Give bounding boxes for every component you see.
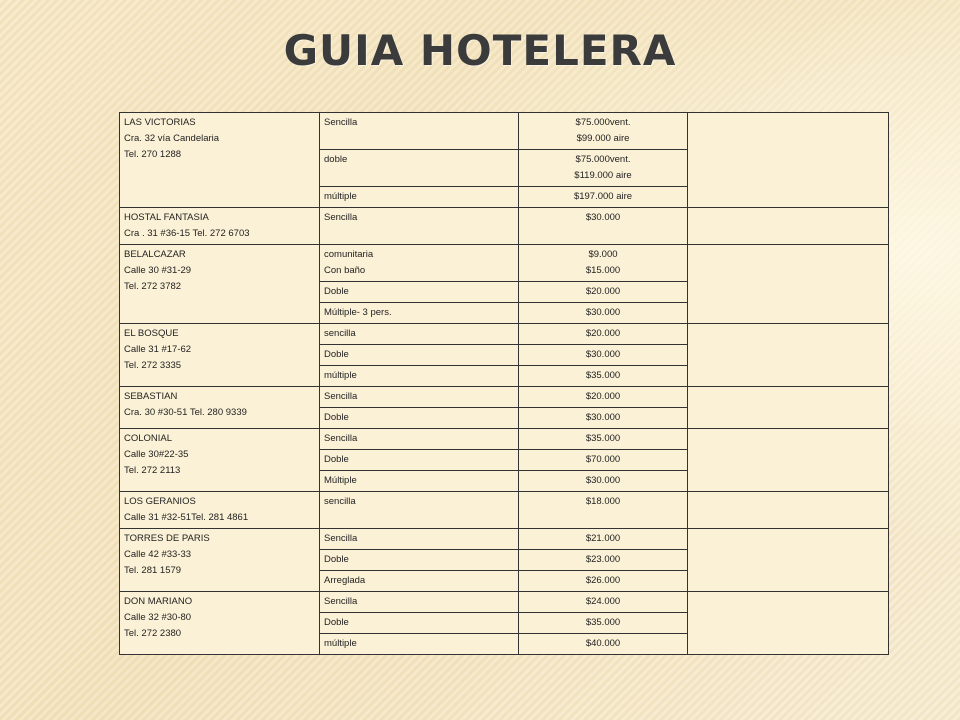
room-type-cell	[320, 113, 519, 150]
room-price-cell	[519, 150, 688, 187]
empty-notes-cell	[688, 429, 889, 492]
room-type: Arreglada	[324, 575, 366, 586]
room-price: $20.000	[585, 391, 621, 402]
room-price: $9.000	[588, 249, 618, 260]
room-type: Con baño	[324, 265, 366, 276]
room-price-cell	[519, 366, 688, 387]
hotel-address: Calle 30#22-35	[124, 449, 189, 460]
room-price: $40.000	[585, 638, 621, 649]
room-type: Doble	[324, 617, 349, 628]
empty-notes-cell	[688, 592, 889, 655]
empty-notes-cell	[688, 492, 889, 529]
room-price-cell	[519, 634, 688, 655]
room-type-cell	[320, 429, 519, 450]
hotel-info-cell	[120, 113, 320, 208]
hotel-phone: Tel. 272 2380	[124, 628, 182, 639]
table-row	[120, 324, 889, 345]
room-type: Doble	[324, 286, 349, 297]
room-price-cell	[519, 303, 688, 324]
room-price: $197.000 aire	[573, 191, 633, 202]
room-price: $70.000	[585, 454, 621, 465]
room-price: $35.000	[585, 370, 621, 381]
room-type-cell	[320, 592, 519, 613]
room-type: Doble	[324, 412, 349, 423]
empty-notes-cell	[688, 529, 889, 592]
room-price: $30.000	[585, 412, 621, 423]
room-type-cell	[320, 245, 519, 282]
room-type: Sencilla	[324, 433, 358, 444]
room-price-cell	[519, 450, 688, 471]
room-price-cell	[519, 113, 688, 150]
hotel-name: HOSTAL FANTASIA	[124, 212, 209, 223]
room-type: Sencilla	[324, 391, 358, 402]
hotel-table-body	[120, 113, 889, 655]
hotel-name: DON MARIANO	[124, 596, 193, 607]
table-row	[120, 492, 889, 529]
room-price-cell	[519, 387, 688, 408]
room-type: Doble	[324, 349, 349, 360]
room-type: Sencilla	[324, 117, 358, 128]
hotel-address: Calle 31 #17-62	[124, 344, 192, 355]
hotel-address: Calle 31 #32-51Tel. 281 4861	[124, 512, 249, 523]
room-price: $20.000	[585, 286, 621, 297]
room-price-cell	[519, 208, 688, 245]
hotel-name: SEBASTIAN	[124, 391, 178, 402]
hotel-info-cell	[120, 592, 320, 655]
room-type-cell	[320, 634, 519, 655]
room-price-cell	[519, 550, 688, 571]
hotel-address: Calle 30 #31-29	[124, 265, 192, 276]
room-type: múltiple	[324, 370, 357, 381]
page-title: GUIA HOTELERA	[283, 26, 677, 75]
room-type-cell	[320, 324, 519, 345]
room-type: múltiple	[324, 191, 357, 202]
room-price: $35.000	[585, 617, 621, 628]
empty-notes-cell	[688, 113, 889, 208]
hotel-phone: Tel. 270 1288	[124, 149, 182, 160]
room-price: $30.000	[585, 475, 621, 486]
hotel-name: EL BOSQUE	[124, 328, 179, 339]
room-price: $30.000	[585, 307, 621, 318]
empty-notes-cell	[688, 387, 889, 429]
hotel-info-cell	[120, 529, 320, 592]
room-type-cell	[320, 550, 519, 571]
room-price-cell	[519, 613, 688, 634]
room-price: $119.000 aire	[574, 170, 632, 181]
room-price: $99.000 aire	[576, 133, 630, 144]
room-price-cell	[519, 592, 688, 613]
table-row	[120, 387, 889, 408]
hotel-info-cell	[120, 429, 320, 492]
room-price-cell	[519, 324, 688, 345]
room-type-cell	[320, 303, 519, 324]
room-type: Múltiple- 3 pers.	[324, 307, 392, 318]
hotel-phone: Tel. 281 1579	[124, 565, 182, 576]
hotel-info-cell	[120, 208, 320, 245]
room-type: Doble	[324, 454, 349, 465]
hotel-name: BELALCAZAR	[124, 249, 186, 260]
room-price: $75.000vent.	[575, 154, 631, 165]
room-price-cell	[519, 187, 688, 208]
table-row	[120, 245, 889, 282]
table-row	[120, 113, 889, 150]
hotel-info-cell	[120, 492, 320, 529]
hotel-address: Calle 42 #33-33	[124, 549, 192, 560]
room-type-cell	[320, 450, 519, 471]
hotel-name: COLONIAL	[124, 433, 173, 444]
room-type: múltiple	[324, 638, 357, 649]
room-price: $21.000	[585, 533, 621, 544]
hotel-info-cell	[120, 324, 320, 387]
room-type-cell	[320, 471, 519, 492]
room-price-cell	[519, 282, 688, 303]
room-price-cell	[519, 492, 688, 529]
table-row	[120, 592, 889, 613]
room-price: $30.000	[585, 349, 621, 360]
room-price: $20.000	[585, 328, 621, 339]
room-price-cell	[519, 429, 688, 450]
room-price: $75.000vent.	[575, 117, 631, 128]
room-type: sencilla	[324, 328, 356, 339]
room-type-cell	[320, 408, 519, 429]
room-type: Sencilla	[324, 212, 358, 223]
room-type-cell	[320, 571, 519, 592]
empty-notes-cell	[688, 208, 889, 245]
empty-notes-cell	[688, 245, 889, 324]
room-type-cell	[320, 492, 519, 529]
hotel-info-cell	[120, 387, 320, 429]
table-row	[120, 529, 889, 550]
hotel-name: TORRES DE PARIS	[124, 533, 210, 544]
room-price: $23.000	[585, 554, 621, 565]
room-price-cell	[519, 245, 688, 282]
table-row	[120, 208, 889, 245]
room-price-cell	[519, 408, 688, 429]
room-price: $26.000	[585, 575, 621, 586]
hotel-phone: Tel. 272 3782	[124, 281, 182, 292]
hotel-info-cell	[120, 245, 320, 324]
room-type-cell	[320, 282, 519, 303]
room-price: $24.000	[585, 596, 621, 607]
hotel-table	[119, 112, 889, 655]
hotel-phone: Tel. 272 2113	[124, 465, 181, 476]
room-type: doble	[324, 154, 348, 165]
room-type: Sencilla	[324, 533, 358, 544]
room-type-cell	[320, 187, 519, 208]
hotel-address: Cra. 30 #30-51 Tel. 280 9339	[124, 407, 247, 418]
hotel-name: LAS VICTORIAS	[124, 117, 196, 128]
room-price: $35.000	[585, 433, 621, 444]
room-type: Doble	[324, 554, 349, 565]
room-type-cell	[320, 613, 519, 634]
room-type: Sencilla	[324, 596, 358, 607]
room-type: Múltiple	[324, 475, 357, 486]
room-type-cell	[320, 366, 519, 387]
room-price: $15.000	[585, 265, 621, 276]
hotel-name: LOS GERANIOS	[124, 496, 196, 507]
room-type-cell	[320, 150, 519, 187]
room-price-cell	[519, 345, 688, 366]
room-type: comunitaria	[324, 249, 374, 260]
room-type-cell	[320, 387, 519, 408]
room-type-cell	[320, 529, 519, 550]
hotel-address: Calle 32 #30-80	[124, 612, 192, 623]
table-row	[120, 429, 889, 450]
hotel-address: Cra . 31 #36-15 Tel. 272 6703	[124, 228, 250, 239]
room-price-cell	[519, 529, 688, 550]
hotel-address: Cra. 32 vía Candelaria	[124, 133, 220, 144]
room-price-cell	[519, 571, 688, 592]
room-price-cell	[519, 471, 688, 492]
empty-notes-cell	[688, 324, 889, 387]
room-type-cell	[320, 208, 519, 245]
room-price: $18.000	[585, 496, 621, 507]
room-type: sencilla	[324, 496, 356, 507]
room-price: $30.000	[585, 212, 621, 223]
room-type-cell	[320, 345, 519, 366]
hotel-phone: Tel. 272 3335	[124, 360, 182, 371]
